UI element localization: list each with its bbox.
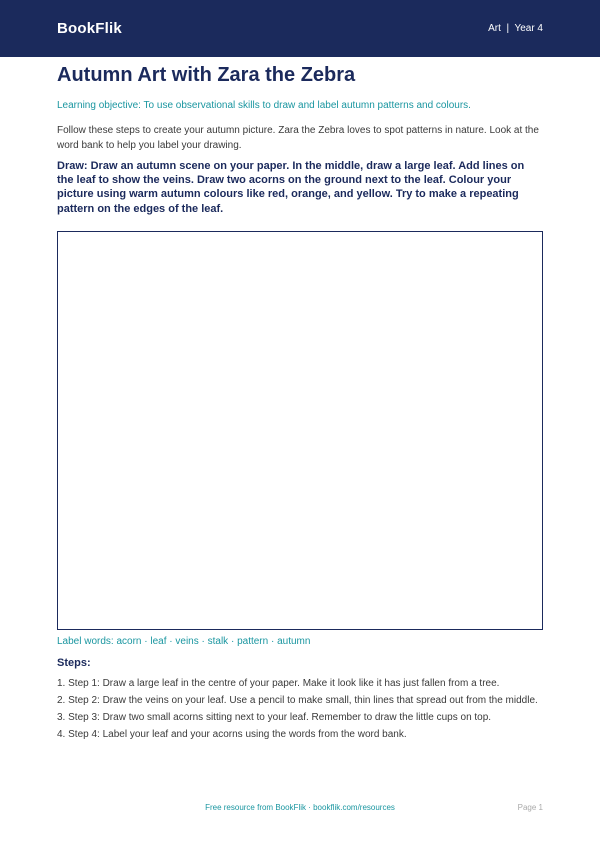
learning-objective: Learning objective: To use observational skills to draw and label autumn patterns and colours. xyxy=(57,100,471,111)
step-item: 2. Step 2: Draw the veins on your leaf. Use a pencil to make small, thin lines that spread out from the middle. xyxy=(57,695,538,706)
label-word-bank: Label words: acorn · leaf · veins · stalk · pattern · autumn xyxy=(57,636,311,647)
step-item: 4. Step 4: Label your leaf and your acorns using the words from the word bank. xyxy=(57,729,407,740)
step-item: 1. Step 1: Draw a large leaf in the centre of your paper. Make it look like it has just fallen from a tree. xyxy=(57,678,500,689)
page-header xyxy=(0,0,600,57)
page-title: Autumn Art with Zara the Zebra xyxy=(57,64,356,86)
step-item: 3. Step 3: Draw two small acorns sitting next to your leaf. Remember to draw the little cups on top. xyxy=(57,712,492,723)
page-number: Page 1 xyxy=(517,803,543,812)
steps-list xyxy=(57,675,557,743)
drawing-area[interactable] xyxy=(57,231,543,630)
footer-link[interactable]: Free resource from BookFlik · bookflik.com/resources xyxy=(205,803,395,812)
steps-heading: Steps: xyxy=(57,657,91,669)
brand-logo: BookFlik xyxy=(57,20,122,37)
subject-year: Art | Year 4 xyxy=(488,23,543,34)
draw-instructions: Draw: Draw an autumn scene on your paper. In the middle, draw a large leaf. Add lines on the leaf to show the veins. Draw two acorns on the ground next to the leaf. Colour your picture using warm autumn colours like red, orange, and yellow. Try to make a repeating pattern on the edges of the leaf. xyxy=(57,160,525,215)
intro-text: Follow these steps to create your autumn picture. Zara the Zebra loves to spot patterns in nature. Look at the word bank to help you label your drawing. xyxy=(57,125,539,151)
